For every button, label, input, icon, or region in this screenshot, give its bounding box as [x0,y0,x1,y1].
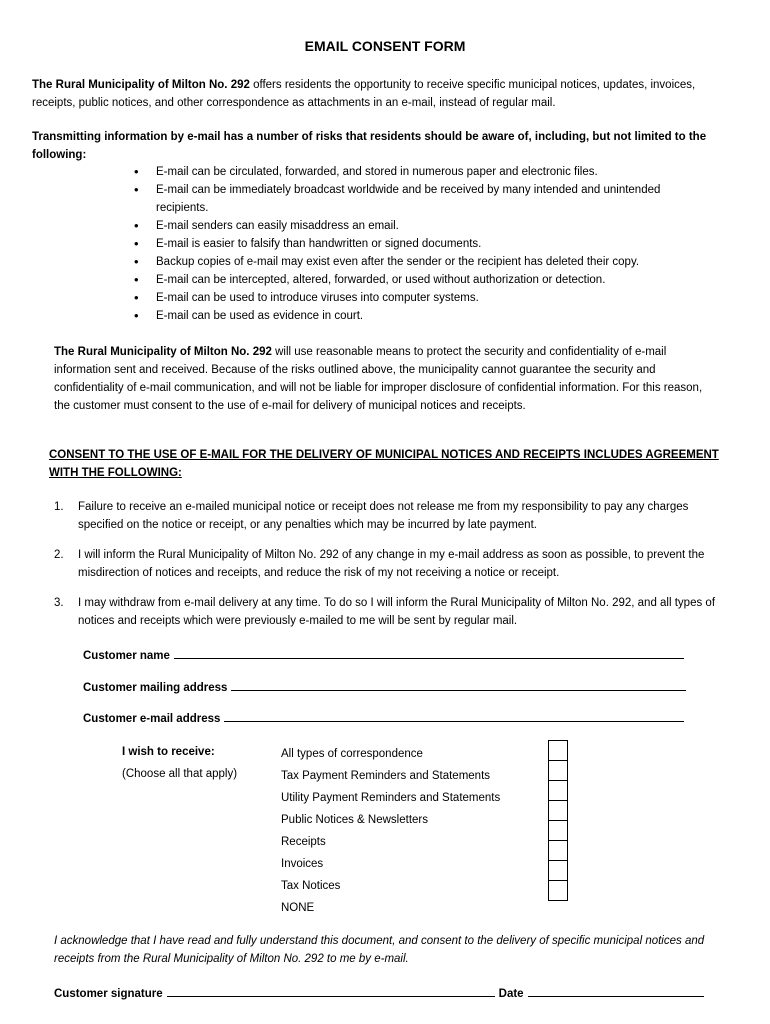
customer-email-field[interactable] [224,709,684,722]
list-item: • E-mail can be intercepted, altered, forwarded, or used without authorization or detection. [132,271,712,289]
item-number: 3. [54,597,64,609]
list-item: • E-mail can be immediately broadcast worldwide and be received by many intended and unintended recipients. [132,181,712,217]
option-label: Utility Payment Reminders and Statements [281,792,501,804]
list-item: • E-mail can be circulated, forwarded, and stored in numerous paper and electronic files. [132,163,712,181]
checkbox-tax-payment-reminders[interactable] [548,760,568,781]
option-label: Tax Notices [281,880,341,892]
consent-heading: CONSENT TO THE USE OF E-MAIL FOR THE DELIVERY OF MUNICIPAL NOTICES AND RECEIPTS INCLUDES AGREEMENT WITH THE FOLLOWING: [49,449,719,479]
list-item: • E-mail can be used as evidence in court. [132,307,712,325]
protection-text: will use reasonable means to protect the security and confidentiality of e-mail information sent and received. Because of the risks outlined above, the municipality cannot guarantee the security and confidentiality of e-mail communication, and will not be liable for improper disclosure of confidential information. For this reason, the customer must consent to the use of e-mail for delivery of municipal notices and receipts. [54,346,703,412]
customer-mailing-field[interactable] [231,678,686,691]
option-label: Public Notices & Newsletters [281,814,428,826]
checkbox-invoices[interactable] [548,840,568,861]
checkbox-public-notices[interactable] [548,800,568,821]
intro-text: offers residents the opportunity to receive specific municipal notices, updates, invoices, receipts, public notices, and other correspondence as attachments in an e-mail, instead of regular mail. [32,79,696,109]
list-item [54,498,716,534]
signature-field[interactable] [167,984,495,997]
risks-list [132,163,712,325]
item-text: I may withdraw from e-mail delivery at any time. To do so I will inform the Rural Municipality of Milton No. 292, and all types of notices and receipts which were previously e-mailed to me will be sent by regular mail. [78,597,716,627]
checkbox-receipts[interactable] [548,820,568,841]
customer-name-label: Customer name [83,650,170,662]
customer-mailing-row [83,678,686,694]
intro-org-name: The Rural Municipality of Milton No. 292 [32,79,250,91]
item-text: Failure to receive an e-mailed municipal notice or receipt does not release me from my responsibility to pay any charges specified on the notice or receipt, or any penalties which may be incurred by late payment. [78,501,689,531]
checkbox-none[interactable] [548,880,568,901]
signature-label: Customer signature [54,988,163,1000]
list-item: • E-mail can be used to introduce viruses into computer systems. [132,289,712,307]
risks-heading: Transmitting information by e-mail has a number of risks that residents should be aware of, including, but not limited to the following: [32,131,707,161]
list-item [54,594,716,630]
receive-sublabel: (Choose all that apply) [122,768,238,780]
item-text: I will inform the Rural Municipality of Milton No. 292 of any change in my e-mail address as soon as possible, to prevent the misdirection of notices and receipts, and reduce the risk of my not receiving a notice or receipt. [78,549,705,579]
checkbox-column [548,740,570,901]
customer-mailing-label: Customer mailing address [83,682,228,694]
checkbox-tax-notices[interactable] [548,860,568,881]
signature-row [54,984,708,1000]
list-item: • Backup copies of e-mail may exist even after the sender or the recipient has deleted their copy. [132,253,712,271]
receive-options [281,746,500,922]
list-item: • E-mail is easier to falsify than handwritten or signed documents. [132,235,712,253]
list-item: • E-mail senders can easily misaddress an email. [132,217,712,235]
protection-paragraph [54,343,714,415]
customer-email-row [83,709,684,725]
date-label: Date [498,988,524,1000]
list-item [54,546,716,582]
customer-name-row [83,646,684,662]
item-number: 2. [54,549,64,561]
date-field[interactable] [528,984,704,997]
receive-label: I wish to receive: [122,746,215,758]
option-label: Receipts [281,836,326,848]
item-number: 1. [54,501,64,513]
checkbox-all-correspondence[interactable] [548,740,568,761]
agreement-list [54,498,716,630]
option-label: Tax Payment Reminders and Statements [281,770,491,782]
customer-email-label: Customer e-mail address [83,713,221,725]
option-label: NONE [281,902,315,914]
acknowledgement-text: I acknowledge that I have read and fully understand this document, and consent to the delivery of specific municipal notices and receipts from the Rural Municipality of Milton No. 292 to me by e-mail. [54,935,705,965]
protection-org-name: The Rural Municipality of Milton No. 292 [54,346,272,358]
option-label: Invoices [281,858,324,870]
customer-name-field[interactable] [174,646,684,659]
intro-paragraph [32,76,738,112]
form-title: EMAIL CONSENT FORM [304,38,466,54]
checkbox-utility-payment-reminders[interactable] [548,780,568,801]
option-label: All types of correspondence [281,748,423,760]
